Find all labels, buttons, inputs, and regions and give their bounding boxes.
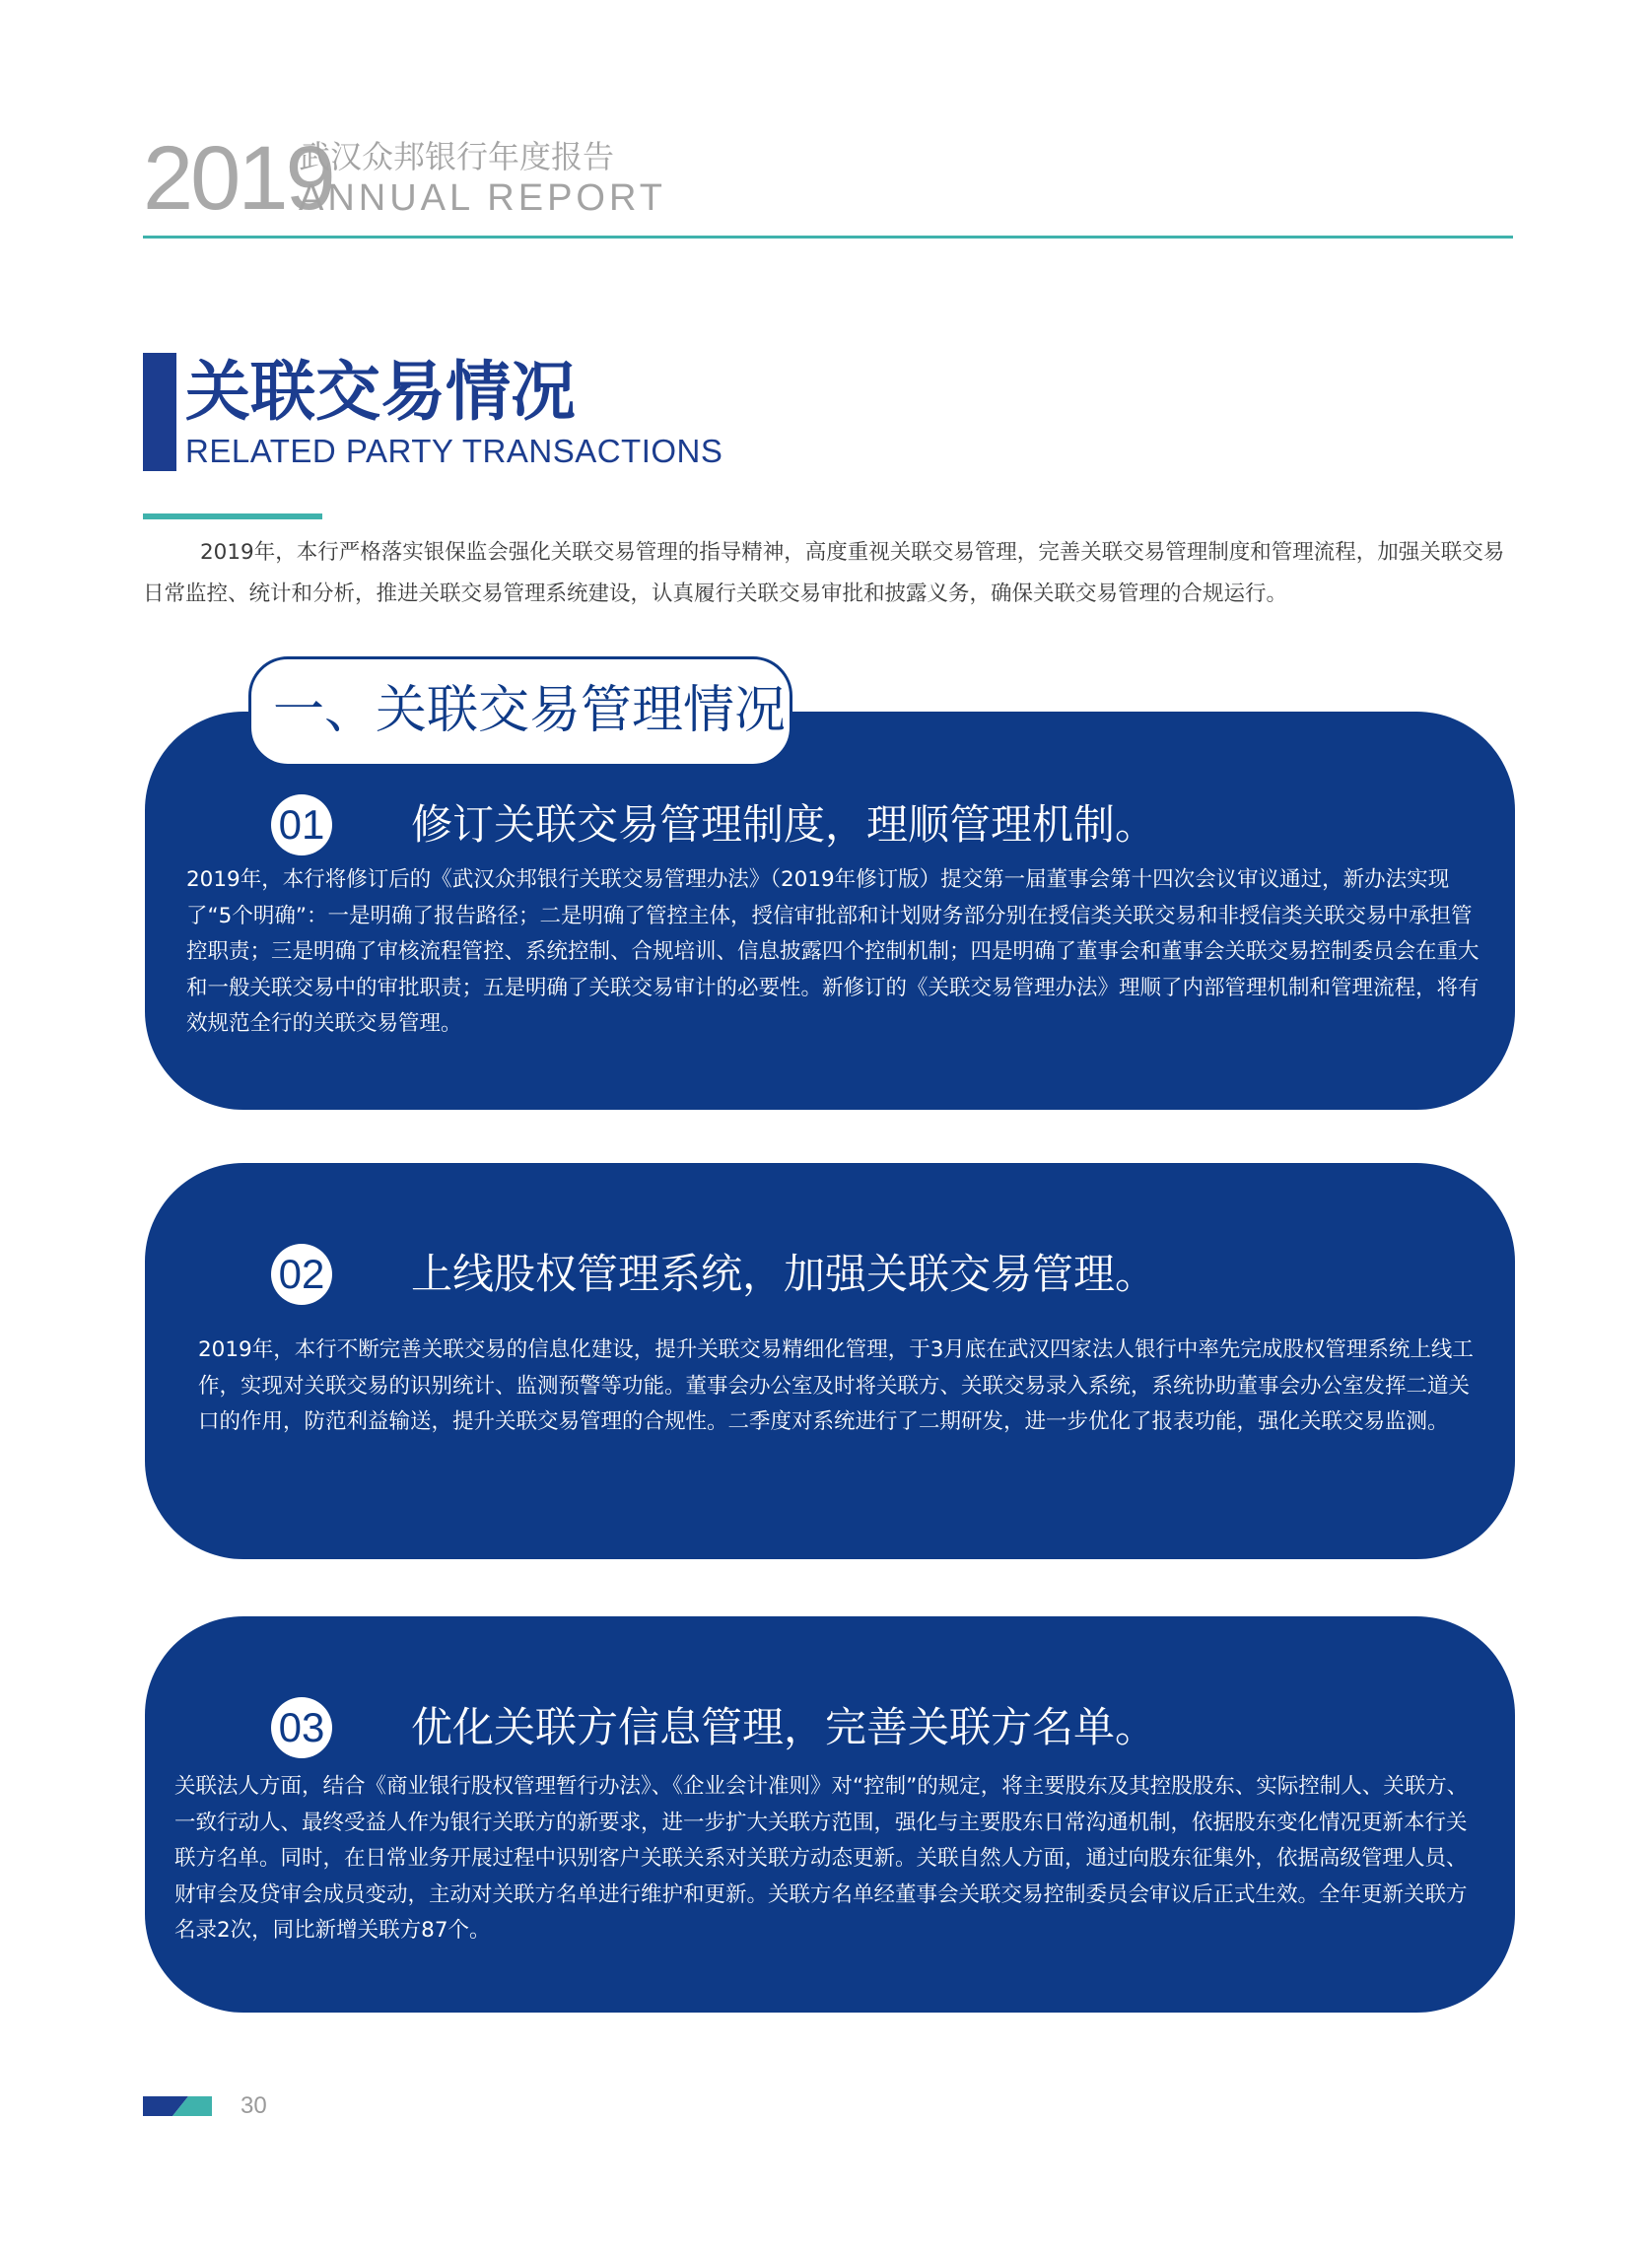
subsection-label-text: 一、关联交易管理情况 <box>273 681 787 740</box>
card-number: 03 <box>271 1697 332 1758</box>
card-title: 优化关联方信息管理，完善关联方名单。 <box>411 1703 1157 1751</box>
header-title-cn: 武汉众邦银行年度报告 <box>299 138 615 175</box>
section-divider <box>143 513 322 519</box>
footer-mark-icon <box>143 2096 212 2116</box>
header-title-en: ANNUAL REPORT <box>299 177 666 219</box>
card-body: 关联法人方面，结合《商业银行股权管理暂行办法》、《企业会计准则》对“控制”的规定，将主要股东及其控股股东、实际控制人、关联方、一致行动人、最终受益人作为银行关联方的新要求，进一步扩大关联方范围，强化与主要股东日常沟通机制，依据股东变化情况更新本行关联方名单。同时，在日常业务开展过程中识别客户关联关系对关联方动态更新。关联自然人方面，通过向股东征集外，依据高级管理人员、财审会及贷审会成员变动，主动对关联方名单进行维护和更新。关联方名单经董事会关联交易控制委员会审议后正式生效。全年更新关联方名录2次，同比新增关联方87个。 <box>174 1774 1469 1943</box>
card-01 <box>145 712 1515 1110</box>
card-03 <box>145 1616 1515 2013</box>
section-accent-bar <box>143 353 176 471</box>
card-number: 01 <box>271 794 332 855</box>
card-title: 修订关联交易管理制度，理顺管理机制。 <box>411 800 1157 849</box>
report-header <box>143 128 1513 241</box>
page-number: 30 <box>241 2092 267 2119</box>
section-title: 关联交易情况 <box>185 354 576 430</box>
card-number: 02 <box>271 1244 332 1305</box>
subsection-label <box>248 656 792 767</box>
card-body: 2019年，本行不断完善关联交易的信息化建设，提升关联交易精细化管理，于3月底在武汉四家法人银行中率先完成股权管理系统上线工作，实现对关联交易的识别统计、监测预警等功能。董事会办公室及时将关联方、关联交易录入系统，系统协助董事会办公室发挥二道关口的作用，防范利益输送，提升关联交易管理的合规性。二季度对系统进行了二期研发，进一步优化了报表功能，强化关联交易监测。 <box>198 1337 1474 1434</box>
section-subtitle: RELATED PARTY TRANSACTIONS <box>185 433 723 469</box>
section-intro: 2019年，本行严格落实银保监会强化关联交易管理的指导精神，高度重视关联交易管理，完善关联交易管理制度和管理流程，加强关联交易日常监控、统计和分析，推进关联交易管理系统建设，认真履行关联交易审批和披露义务，确保关联交易管理的合规运行。 <box>143 540 1505 606</box>
header-year: 2019 <box>143 128 333 229</box>
card-title: 上线股权管理系统，加强关联交易管理。 <box>411 1250 1157 1298</box>
header-divider <box>143 236 1513 239</box>
card-02 <box>145 1163 1515 1559</box>
card-body: 2019年，本行将修订后的《武汉众邦银行关联交易管理办法》（2019年修订版）提交第一届董事会第十四次会议审议通过，新办法实现了“5个明确”：一是明确了报告路径；二是明确了管控主体，授信审批部和计划财务部分别在授信类关联交易和非授信类关联交易中承担管控职责；三是明确了审核流程管控、系统控制、合规培训、信息披露四个控制机制；四是明确了董事会和董事会关联交易控制委员会在重大和一般关联交易中的审批职责；五是明确了关联交易审计的必要性。新修订的《关联交易管理办法》理顺了内部管理机制和管理流程，将有效规范全行的关联交易管理。 <box>186 867 1480 1036</box>
